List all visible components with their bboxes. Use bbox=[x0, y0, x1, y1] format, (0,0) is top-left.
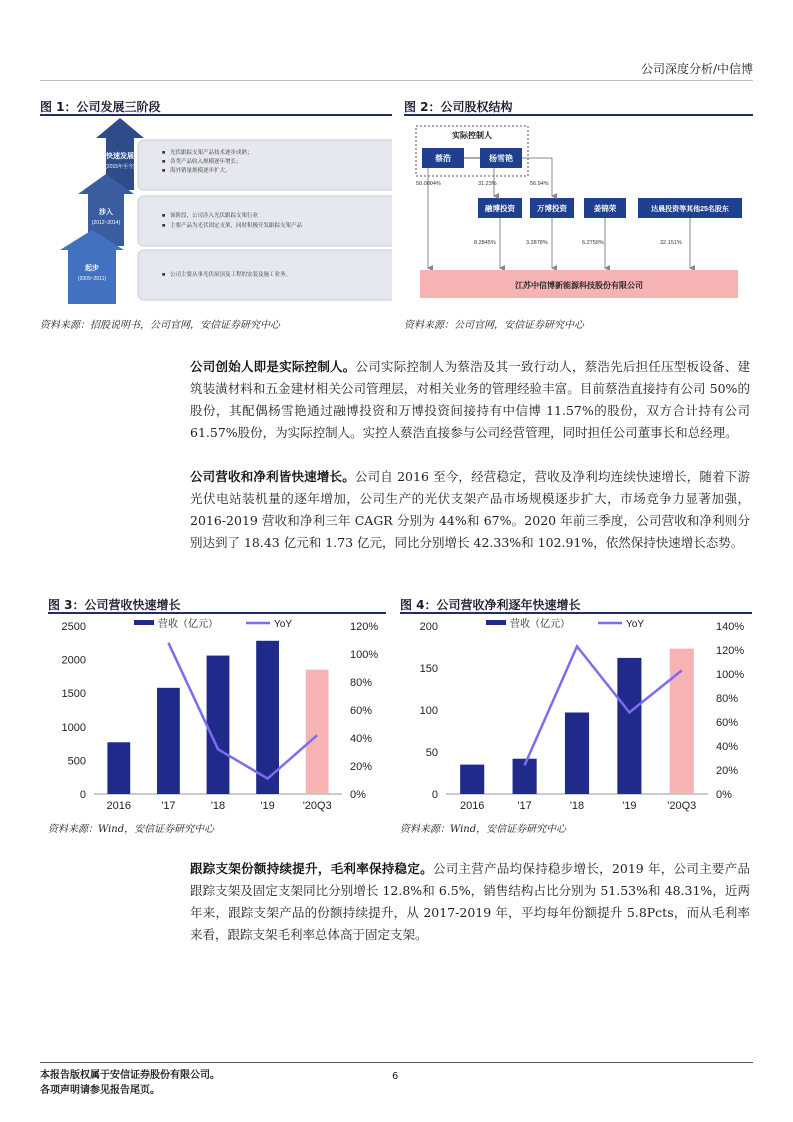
controller-group-label: 实际控制人 bbox=[452, 131, 492, 140]
paragraph-growth-lead: 公司营收和净利皆快速增长。 bbox=[190, 469, 355, 484]
mid-1-label: 融博投资 bbox=[485, 204, 515, 213]
paragraph-controller-body: 公司实际控制人为蔡浩及其一致行动人，蔡浩先后担任压型板设备、建筑装潢材料和五金建材相关公司管理层，对相关业务的管理经验丰富。目前蔡浩直接持有公司 50%的股份，其配偶杨雪艳通过融博投资和万博投资间接持有中信博 11.57%的股份，双方合计持有公司 61.57%股份，为实际控制人。实控人蔡浩直接参与公司经营管理，同时担任公司董事长和总经理。 bbox=[190, 359, 750, 440]
y-tick-label: 50 bbox=[425, 747, 438, 759]
bar bbox=[107, 742, 130, 794]
x-tick-label: '17 bbox=[161, 800, 176, 812]
top-pct-3: 56.94% bbox=[530, 181, 549, 187]
stage-3-bullet-1: 光伏跟踪支架产品技术逐步成熟； bbox=[170, 150, 253, 156]
y-tick-label: 2000 bbox=[61, 654, 86, 667]
header-divider bbox=[40, 80, 753, 81]
y-tick-label: 100 bbox=[419, 705, 438, 717]
bar bbox=[207, 656, 230, 794]
fig2-source: 资料来源：公司官网，安信证券研究中心 bbox=[404, 320, 584, 331]
fig4-source: 资料来源：Wind，安信证券研究中心 bbox=[400, 824, 567, 835]
person-2-label: 杨雪艳 bbox=[489, 154, 513, 163]
legend-label-bars: 营收（亿元） bbox=[510, 619, 570, 630]
stage-2-bullet-1: 该阶段，公司涉入光伏跟踪支架行业 bbox=[170, 213, 259, 219]
stage-1-name: 起步 bbox=[85, 265, 99, 272]
x-tick-label: 2016 bbox=[459, 800, 485, 812]
x-tick-label: 2016 bbox=[106, 800, 132, 812]
fig4-chart bbox=[400, 614, 752, 818]
top-pct-2: 31.23% bbox=[478, 181, 497, 187]
footer-divider bbox=[40, 1062, 753, 1063]
y2-tick-label: 140% bbox=[716, 621, 745, 633]
bullet-dot: ■ bbox=[162, 223, 166, 229]
fig1-source: 资料来源：招股说明书，公司官网，安信证券研究中心 bbox=[40, 320, 280, 331]
fig2-equity-diagram bbox=[404, 118, 753, 314]
y2-tick-label: 80% bbox=[716, 693, 739, 705]
bullet-dot: ■ bbox=[162, 150, 166, 156]
y2-tick-label: 20% bbox=[716, 765, 739, 777]
yoy-line bbox=[525, 646, 682, 765]
person-1-label: 蔡浩 bbox=[435, 154, 451, 163]
bar bbox=[565, 713, 589, 794]
y-tick-label: 1500 bbox=[61, 688, 86, 701]
bullet-dot: ■ bbox=[162, 272, 166, 278]
y2-tick-label: 120% bbox=[716, 645, 745, 657]
fig4-title: 图 4：公司营收净利逐年快速增长 bbox=[400, 598, 581, 612]
stage-2-bullet-2: 主要产品为光伏固定支架，同时积极开发跟踪支架产品 bbox=[170, 223, 303, 229]
bullet-dot: ■ bbox=[162, 168, 166, 174]
bar bbox=[157, 688, 180, 794]
bar bbox=[306, 670, 329, 794]
legend-label-line: YoY bbox=[274, 619, 292, 630]
y-tick-label: 500 bbox=[67, 755, 86, 768]
yoy-line bbox=[168, 643, 317, 779]
fig2-title-rule bbox=[404, 114, 753, 116]
bottom-pct-2: 3.2878% bbox=[526, 240, 548, 246]
y2-tick-label: 0% bbox=[350, 789, 366, 801]
paragraph-growth bbox=[190, 466, 750, 554]
legend-label-bars: 营收（亿元） bbox=[158, 619, 218, 630]
footer-line-2: 各项声明请参见报告尾页。 bbox=[40, 1085, 160, 1096]
y2-tick-label: 40% bbox=[350, 733, 373, 745]
y2-tick-label: 20% bbox=[350, 761, 373, 773]
fig1-title-rule bbox=[40, 114, 392, 116]
stage-3-name: 快速发展 bbox=[106, 153, 134, 160]
fig1-title: 图 1：公司发展三阶段 bbox=[40, 100, 161, 114]
bottom-pct-3: 6.2759% bbox=[582, 240, 604, 246]
y-tick-label: 1000 bbox=[61, 721, 86, 734]
y-tick-label: 0 bbox=[79, 789, 86, 801]
y2-tick-label: 60% bbox=[716, 717, 739, 729]
paragraph-tracker-lead: 跟踪支架份额持续提升，毛利率保持稳定。 bbox=[190, 861, 433, 876]
legend-swatch-bars bbox=[486, 620, 506, 625]
fig3-chart bbox=[48, 614, 386, 818]
bottom-pct-4: 32.151% bbox=[660, 240, 682, 246]
paragraph-controller-lead: 公司创始人即是实际控制人。 bbox=[190, 359, 356, 374]
bottom-pct-1: 8.2845% bbox=[474, 240, 496, 246]
y2-tick-label: 80% bbox=[350, 677, 373, 689]
x-tick-label: '19 bbox=[622, 800, 637, 812]
stage-box-3 bbox=[138, 140, 392, 190]
fig1-stages-diagram bbox=[40, 118, 392, 314]
legend-label-line: YoY bbox=[626, 619, 644, 630]
paragraph-controller bbox=[190, 356, 750, 444]
report-header: 公司深度分析/中信博 bbox=[640, 62, 753, 76]
paragraph-growth-body: 公司自 2016 至今，经营稳定，营收及净利均连续快速增长，随着下游光伏电站装机量的逐年增加，公司生产的光伏支架产品市场规模逐步扩大，市场竞争力显著加强，2016-2019 营收和净利三年 CAGR 分别为 44%和 67%。2020 年前三季度，公司营收和净利则分别达到了 18.43 亿元和 1.73 亿元，同比分别增长 42.33%和 102.91%，依然保持快速增长态势。 bbox=[190, 469, 750, 550]
bullet-dot: ■ bbox=[162, 213, 166, 219]
stage-1-years: (2009~2011) bbox=[77, 276, 107, 282]
y2-tick-label: 40% bbox=[716, 741, 739, 753]
mid-3-label: 姜锦荣 bbox=[593, 204, 617, 213]
stage-1-bullet-1: 公司主要从事光伏屋顶及工程的安装及施工业务。 bbox=[170, 272, 292, 278]
y2-tick-label: 0% bbox=[716, 789, 732, 801]
mid-2-label: 万博投资 bbox=[537, 204, 567, 213]
stage-2-years: (2012~2014) bbox=[91, 220, 121, 226]
y-tick-label: 200 bbox=[419, 621, 438, 633]
y-tick-label: 0 bbox=[431, 789, 438, 801]
bullet-dot: ■ bbox=[162, 159, 166, 165]
stage-3-years: (2015年至今) bbox=[105, 164, 135, 170]
stage-box-2 bbox=[138, 196, 392, 246]
footer-line-1: 本报告版权属于安信证券股份有限公司。 bbox=[40, 1070, 220, 1081]
y2-tick-label: 120% bbox=[350, 621, 379, 633]
y-tick-label: 2500 bbox=[61, 621, 86, 633]
bar bbox=[460, 765, 484, 794]
x-tick-label: '17 bbox=[517, 800, 532, 812]
link-person2-mid2 bbox=[522, 158, 552, 196]
paragraph-tracker bbox=[190, 858, 750, 946]
x-tick-label: '20Q3 bbox=[302, 800, 332, 812]
y2-tick-label: 100% bbox=[350, 649, 379, 661]
x-tick-label: '19 bbox=[260, 800, 275, 812]
mid-4-label: 达晨投资等其他25名股东 bbox=[651, 206, 729, 213]
y2-tick-label: 60% bbox=[350, 705, 373, 717]
bar bbox=[617, 658, 641, 794]
fig3-title: 图 3：公司营收快速增长 bbox=[48, 598, 181, 612]
x-tick-label: '18 bbox=[210, 800, 226, 812]
y-tick-label: 150 bbox=[419, 663, 438, 675]
top-pct-1: 50.0004% bbox=[416, 181, 441, 187]
stage-3-bullet-2: 各类产品收入规模逐年增长； bbox=[170, 159, 242, 165]
y2-tick-label: 100% bbox=[716, 669, 745, 681]
fig2-title: 图 2：公司股权结构 bbox=[404, 100, 513, 114]
stage-3-bullet-3: 海外销量规模逐步扩大。 bbox=[170, 168, 231, 174]
x-tick-label: '18 bbox=[569, 800, 585, 812]
paragraph-tracker-body: 公司主营产品均保持稳步增长，2019 年，公司主要产品跟踪支架及固定支架同比分别增长 12.8%和 6.5%，销售结构占比分别为 51.53%和 48.31%，近两年来，跟踪支架产品的份额持续提升，从 2017-2019 年，平均每年份额提升 5.8Pcts，而从毛利率来看，跟踪支架毛利率总体高于固定支架。 bbox=[190, 861, 750, 942]
footer-disclaimer bbox=[40, 1068, 220, 1098]
legend-swatch-bars bbox=[134, 620, 154, 625]
fig3-source: 资料来源：Wind，安信证券研究中心 bbox=[48, 824, 215, 835]
page-number: 6 bbox=[392, 1071, 399, 1082]
company-label: 江苏中信博新能源科技股份有限公司 bbox=[515, 281, 643, 290]
stage-2-name: 涉入 bbox=[99, 209, 113, 216]
x-tick-label: '20Q3 bbox=[667, 800, 697, 812]
